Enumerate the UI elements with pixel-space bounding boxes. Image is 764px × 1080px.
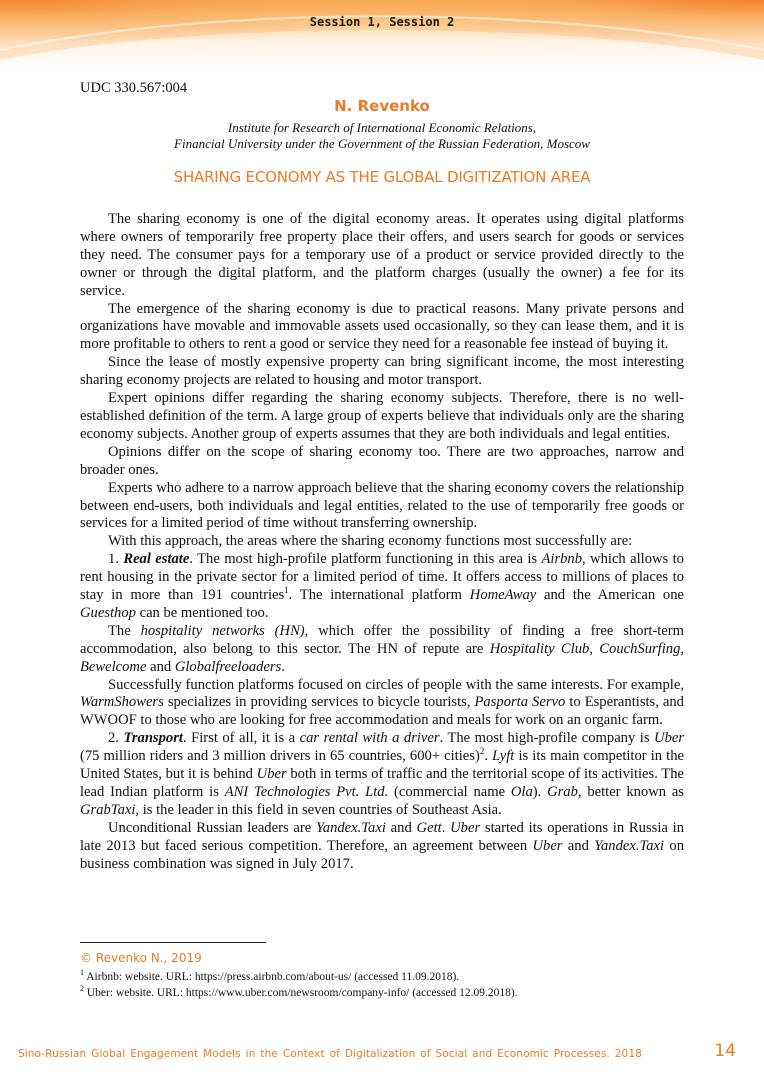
footnote-2: $^2$ Uber: website. URL: https://www.uber.com/newsroom/company-info/ (accessed 12.09.2018). (80, 984, 518, 999)
copyright-notice: © Revenko N., 2019 (80, 951, 202, 965)
paragraph-11: 2. Transport. First of all, it is a car rental with a driver. The most high-profile company is Uber (75 million riders and 3 million drivers in 65 countries, 600+ cities)$^2$. Lyft is its main competitor in the United States, but it is behind Uber both in terms of traffic and the territorial scope of its activities. The lead Indian platform is ANI Technologies Pvt. Ltd. (commercial name Ola). Grab, better known as GrabTaxi, is the leader in this field in seven countries of Southeast Asia. (80, 730, 685, 818)
footnote-divider (80, 942, 266, 943)
affiliation-line-2: Financial University under the Government of the Russian Federation, Moscow (174, 136, 590, 151)
session-label: Session 1, Session 2 (309, 15, 455, 29)
header-band (0, 0, 764, 70)
author-name: N. Revenko (334, 97, 430, 115)
paragraph-3: Since the lease of mostly expensive property can bring significant income, the most interesting sharing economy projects are related to housing and motor transport. (80, 354, 684, 389)
affiliation (0, 120, 764, 152)
conference-footer: Sino-Russian Global Engagement Models in the Context of Digitalization of Social and Economic Processes. 2018 (18, 1048, 642, 1060)
udc-code: UDC 330.567:004 (80, 80, 188, 96)
transport-heading: Transport (123, 730, 183, 747)
footnote-1: $^1$ Airbnb: website. URL: https://press.airbnb.com/about-us/ (accessed 11.09.2018). (80, 968, 460, 983)
footnotes (80, 969, 690, 1001)
real-estate-heading: Real estate (123, 551, 190, 568)
header-decoration-icon (0, 0, 764, 70)
paragraph-10: Successfully function platforms focused on circles of people with the same interests. For example, WarmShowers specializes in providing services to bicycle tourists, Pasporta Servo to Esperantists, and WWOOF to those who are looking for free accommodation and meals for work on an organic farm. (80, 676, 684, 729)
footnote-ref-1: 1 (284, 585, 289, 596)
paragraph-12: Unconditional Russian leaders are Yandex.Taxi and Gett. Uber started its operations in Russia in late 2013 but faced serious competition. Therefore, an agreement between Uber and Yandex.Taxi on business combination was signed in July 2017. (80, 819, 684, 872)
article-body (80, 211, 684, 874)
paragraph-8: 1. Real estate. The most high-profile platform functioning in this area is Airbnb, which allows to rent housing in the private sector for a limited period of time. It offers access to millions of places to stay in more than 191 countries$^1$. The international platform HomeAway and the American one Guesthop can be mentioned too. (80, 551, 685, 621)
paragraph-9: The hospitality networks (HN), which offer the possibility of finding a free short-term accommodation, also belong to this sector. The HN of repute are Hospitality Club, CouchSurfing, Bewelcome and Globalfreeloaders. (80, 622, 685, 675)
footnote-ref-2: 2 (479, 746, 485, 757)
paragraph-4: Expert opinions differ regarding the sharing economy subjects. Therefore, there is no well-established definition of the term. A large group of experts believe that individuals only are the sharing economy subjects. Another group of experts assumes that they are both individuals and legal entities. (80, 390, 684, 442)
paragraph-5: Opinions differ on the scope of sharing economy too. There are two approaches, narrow and broader ones. (80, 443, 684, 478)
paragraph-7: With this approach, the areas where the sharing economy functions most successfully are: (108, 533, 633, 550)
page-number: 14 (714, 1041, 736, 1061)
paragraph-6: Experts who adhere to a narrow approach believe that the sharing economy covers the relationship between end-users, both individuals and legal entities, related to the use of temporarily free goods or services for a limited period of time without transferring ownership. (80, 479, 684, 532)
paragraph-1: The sharing economy is one of the digital economy areas. It operates using digital platforms where owners of temporarily free property place their offers, and users search for goods or services they need. The consumer pays for a temporary use of a product or service provided directly to the owner or through the digital platform, and the platform charges (usually the owner) a fee for its service. (80, 211, 684, 299)
affiliation-line-1: Institute for Research of International Economic Relations, (227, 120, 537, 135)
paragraph-2: The emergence of the sharing economy is due to practical reasons. Many private persons and organizations have movable and immovable assets used occasionally, so they can lease them, and it is more profitable to others to rent a good or service they need for a reasonable fee instead of buying it. (80, 300, 684, 353)
paper-title: SHARING ECONOMY AS THE GLOBAL DIGITIZATION AREA (173, 168, 591, 186)
